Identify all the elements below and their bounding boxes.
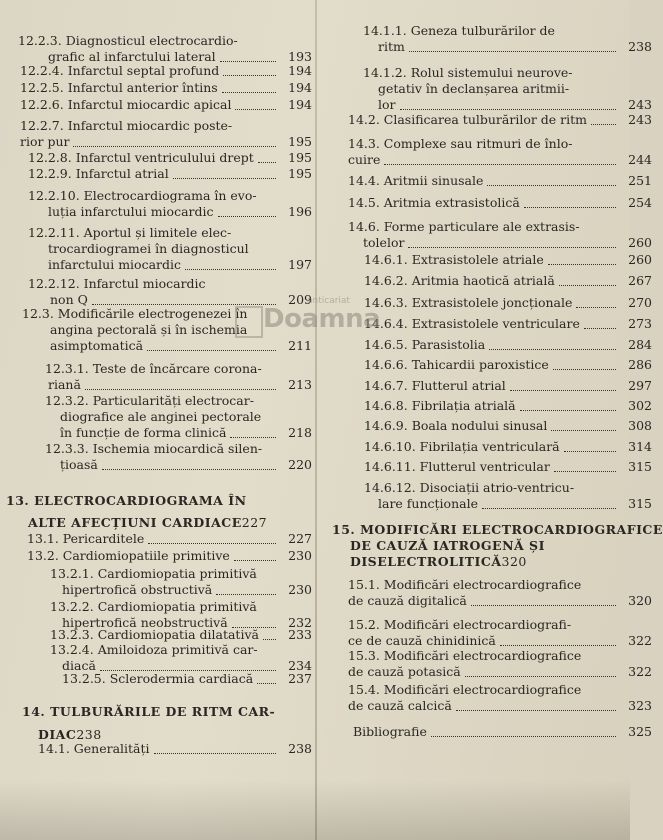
toc-page-number: 194	[288, 97, 312, 112]
toc-entry-text: DISELECTROLITICĂ	[350, 554, 502, 569]
toc-entry-line	[364, 378, 652, 394]
dot-leader	[482, 508, 616, 509]
toc-entry-text: ritm	[378, 39, 405, 54]
dot-leader	[92, 304, 276, 305]
toc-entry-text: DIAC	[38, 727, 77, 742]
toc-entry-text: 14.6.9. Boala nodului sinusal	[364, 418, 548, 433]
toc-entry-line	[28, 166, 312, 182]
dot-leader	[185, 269, 276, 270]
dot-leader	[73, 146, 276, 147]
dot-leader	[147, 350, 276, 351]
toc-page-number: 218	[288, 425, 312, 440]
toc-entry-text: 12.2.10. Electrocardiograma în evo-	[28, 188, 257, 203]
dot-leader	[216, 594, 276, 595]
toc-page-number: 284	[628, 337, 652, 352]
toc-entry-text: angina pectorală și în ischemia	[50, 322, 248, 337]
toc-entry-line	[62, 582, 312, 598]
dot-leader	[263, 639, 276, 640]
toc-entry-text: 13.2.2. Cardiomiopatia primitivă	[50, 599, 257, 614]
toc-entry-text: riană	[48, 377, 81, 392]
toc-entry-text: 12.2.6. Infarctul miocardic apical	[20, 97, 232, 112]
toc-page-number: 243	[628, 97, 652, 112]
toc-entry-text: 14.2. Clasificarea tulburărilor de ritm	[348, 112, 588, 127]
toc-page-number: 320	[501, 554, 527, 569]
toc-entry-line	[378, 39, 652, 55]
toc-page-number: 315	[628, 459, 652, 474]
toc-entry-line	[348, 173, 652, 189]
toc-entry-text: 12.3.3. Ischemia miocardică silen-	[45, 441, 263, 456]
watermark-text: Doamna	[263, 304, 381, 334]
toc-entry-line	[45, 441, 312, 457]
toc-page-number: 195	[288, 150, 312, 165]
toc-page-number: 254	[628, 195, 652, 210]
toc-entry-text: grafic al infarctului lateral	[48, 49, 216, 64]
dot-leader	[548, 264, 616, 265]
toc-entry-text: 12.2.8. Infarctul ventriculului drept	[28, 150, 254, 165]
toc-page-number: 251	[628, 173, 652, 188]
toc-entry-text: asimptomatică	[50, 338, 144, 353]
toc-page-number: 260	[628, 235, 652, 250]
toc-page-number: 195	[288, 134, 312, 149]
toc-entry-text: non Q	[50, 292, 88, 307]
toc-entry-line	[50, 627, 312, 643]
toc-entry-line	[348, 664, 652, 680]
dot-leader	[222, 92, 276, 93]
toc-page-number: 238	[628, 39, 652, 54]
toc-entry-line	[60, 425, 312, 441]
toc-entry-line	[364, 439, 652, 455]
toc-entry-text: 14.6.2. Aritmia haotică atrială	[364, 273, 555, 288]
dot-leader	[220, 61, 276, 62]
dot-leader	[471, 605, 616, 606]
toc-entry-text: 12.3.2. Particularități electrocar-	[45, 393, 254, 408]
dot-leader	[258, 162, 276, 163]
toc-entry-text: 14.6.3. Extrasistolele joncționale	[364, 295, 573, 310]
toc-entry-line	[20, 118, 312, 134]
toc-entry-line	[27, 548, 312, 564]
toc-page-number: 267	[628, 273, 652, 288]
toc-entry-line	[363, 235, 652, 251]
toc-page-number: 193	[288, 49, 312, 64]
dot-leader	[489, 349, 616, 350]
toc-entry-line	[364, 480, 652, 496]
toc-page-number: 234	[288, 658, 312, 673]
toc-entry-text: 15.1. Modificări electrocardiografice	[348, 577, 582, 592]
toc-page-number: 238	[288, 741, 312, 756]
toc-entry-text: 14.3. Complexe sau ritmuri de înlo-	[348, 136, 573, 151]
toc-entry-line	[364, 398, 652, 414]
toc-page-number: 237	[288, 671, 312, 686]
toc-entry-text: trocardiogramei în diagnosticul	[48, 241, 249, 256]
toc-entry-text: 14.6. Forme particulare ale extrasis-	[348, 219, 580, 234]
toc-page-number: 320	[628, 593, 652, 608]
toc-page-number: 314	[628, 439, 652, 454]
toc-entry-text: Bibliografie	[353, 724, 427, 739]
toc-page-number: 238	[76, 727, 102, 742]
toc-entry-text: 14.6.6. Tahicardii paroxistice	[364, 357, 549, 372]
toc-entry-line	[348, 682, 652, 698]
toc-page-number: 243	[628, 112, 652, 127]
toc-entry-line	[348, 698, 652, 714]
toc-entry-line	[6, 493, 312, 509]
toc-entry-text: în funcție de forma clinică	[60, 425, 227, 440]
toc-entry-line	[348, 112, 652, 128]
dot-leader	[576, 307, 616, 308]
toc-entry-text: 14.6.11. Flutterul ventricular	[364, 459, 550, 474]
toc-entry-line	[20, 63, 312, 79]
dot-leader	[148, 543, 276, 544]
toc-entry-line	[60, 409, 312, 425]
toc-entry-text: 14.5. Aritmia extrasistolică	[348, 195, 520, 210]
toc-entry-line	[18, 33, 312, 49]
toc-entry-text: 12.3. Modificările electrogenezei în	[22, 306, 248, 321]
toc-entry-text: 14.6.7. Flutterul atrial	[364, 378, 506, 393]
toc-entry-line	[348, 648, 652, 664]
toc-entry-text: cuire	[348, 152, 381, 167]
toc-entry-text: 12.2.12. Infarctul miocardic	[28, 276, 206, 291]
toc-entry-text: ALTE AFECȚIUNI CARDIACE	[28, 515, 242, 530]
toc-page-number: 270	[628, 295, 652, 310]
toc-page-number: 302	[628, 398, 652, 413]
toc-entry-line	[378, 81, 652, 97]
toc-entry-text: getativ în declanșarea aritmii-	[378, 81, 570, 96]
toc-entry-line	[363, 65, 652, 81]
toc-page-number: 244	[628, 152, 652, 167]
toc-entry-line	[38, 741, 312, 757]
dot-leader	[234, 560, 276, 561]
toc-entry-line	[62, 671, 312, 687]
toc-entry-line	[348, 136, 652, 152]
toc-page-number: 315	[628, 496, 652, 511]
dot-leader	[524, 207, 616, 208]
toc-page-number: 220	[288, 457, 312, 472]
toc-entry-text: 13.2.1. Cardiomiopatia primitivă	[50, 566, 257, 581]
dot-leader	[456, 710, 616, 711]
toc-entry-text: 12.2.9. Infarctul atrial	[28, 166, 169, 181]
toc-entry-text: infarctului miocardic	[48, 257, 182, 272]
toc-page-number: 232	[288, 615, 312, 630]
dot-leader	[559, 285, 616, 286]
toc-entry-text: diografice ale anginei pectorale	[60, 409, 262, 424]
toc-entry-text: ce de cauză chinidinică	[348, 633, 496, 648]
toc-entry-line	[50, 599, 312, 615]
toc-entry-line	[364, 357, 652, 373]
toc-entry-line	[378, 97, 652, 113]
toc-entry-line	[348, 593, 652, 609]
toc-entry-text: 14.1. Generalități	[38, 741, 150, 756]
toc-entry-line	[50, 322, 312, 338]
toc-entry-line	[48, 204, 312, 220]
toc-entry-line	[60, 457, 312, 473]
toc-entry-text: țioasă	[60, 457, 98, 472]
toc-entry-text: de cauză calcică	[348, 698, 452, 713]
toc-entry-line	[48, 241, 312, 257]
toc-entry-line	[48, 257, 312, 273]
toc-entry-line	[28, 225, 312, 241]
toc-entry-text: 12.2.5. Infarctul anterior întins	[20, 80, 218, 95]
toc-entry-line	[27, 531, 312, 547]
toc-entry-line	[28, 188, 312, 204]
toc-entry-text: 14.6.5. Parasistolia	[364, 337, 486, 352]
toc-entry-text: 14.6.4. Extrasistolele ventriculare	[364, 316, 580, 331]
toc-entry-line	[348, 617, 652, 633]
toc-entry-text: lare funcționale	[378, 496, 478, 511]
toc-page-number: 227	[241, 515, 268, 530]
toc-page-number: 325	[628, 724, 652, 739]
toc-entry-text: 14.6.10. Fibrilația ventriculară	[364, 439, 560, 454]
toc-entry-line	[48, 377, 312, 393]
toc-entry-text: 14.1.1. Geneza tulburărilor de	[363, 23, 555, 38]
toc-page-number: 227	[288, 531, 312, 546]
toc-entry-line	[363, 23, 652, 39]
dot-leader	[584, 328, 616, 329]
column-divider	[315, 0, 317, 840]
toc-entry-text: tolelor	[363, 235, 405, 250]
toc-entry-text: 12.2.7. Infarctul miocardic poste-	[20, 118, 233, 133]
dot-leader	[218, 216, 277, 217]
toc-entry-line	[353, 724, 652, 740]
toc-entry-text: 13.2. Cardiomiopatiile primitive	[27, 548, 230, 563]
toc-entry-text: 15.4. Modificări electrocardiografice	[348, 682, 582, 697]
toc-page-number: 286	[628, 357, 652, 372]
page-shadow	[0, 780, 630, 840]
toc-entry-text: 14.4. Aritmii sinusale	[348, 173, 484, 188]
toc-entry-line	[364, 295, 652, 311]
toc-entry-line	[364, 459, 652, 475]
toc-entry-line	[50, 566, 312, 582]
toc-entry-line	[28, 515, 312, 531]
toc-entry-text: 13. ELECTROCARDIOGRAMA ÎN	[6, 493, 247, 508]
toc-page-number: 260	[628, 252, 652, 267]
toc-page-number: 273	[628, 316, 652, 331]
toc-entry-text: 12.2.3. Diagnosticul electrocardio-	[18, 33, 238, 48]
dot-leader	[431, 736, 616, 737]
dot-leader	[465, 676, 616, 677]
toc-entry-text: 14.6.12. Disociații atrio-ventricu-	[364, 480, 575, 495]
toc-entry-line	[364, 252, 652, 268]
dot-leader	[408, 247, 616, 248]
toc-entry-text: 14. TULBURĂRILE DE RITM CAR-	[22, 704, 276, 719]
toc-page-number: 297	[628, 378, 652, 393]
toc-entry-line	[20, 134, 312, 150]
dot-leader	[591, 124, 616, 125]
toc-entry-text: 15. MODIFICĂRI ELECTROCARDIOGRAFICE	[332, 522, 663, 537]
dot-leader	[257, 683, 276, 684]
toc-entry-text: diacă	[62, 658, 96, 673]
toc-entry-text: hipertrofică obstructivă	[62, 582, 213, 597]
dot-leader	[400, 109, 617, 110]
dot-leader	[173, 178, 276, 179]
toc-entry-line	[350, 554, 652, 570]
toc-entry-text: 14.6.1. Extrasistolele atriale	[364, 252, 544, 267]
toc-page-number: 230	[288, 548, 312, 563]
toc-page-number: 195	[288, 166, 312, 181]
dot-leader	[553, 369, 616, 370]
toc-entry-line	[50, 642, 312, 658]
toc-page-number: 213	[288, 377, 312, 392]
toc-entry-line	[364, 418, 652, 434]
toc-entry-line	[348, 633, 652, 649]
dot-leader	[154, 753, 276, 754]
dot-leader	[235, 109, 276, 110]
toc-entry-line	[20, 80, 312, 96]
toc-entry-line	[50, 338, 312, 354]
dot-leader	[223, 75, 276, 76]
toc-page-number: 323	[628, 698, 652, 713]
toc-entry-line	[348, 195, 652, 211]
toc-entry-line	[364, 316, 652, 332]
toc-entry-line	[350, 538, 652, 554]
toc-entry-text: 14.6.8. Fibrilația atrială	[364, 398, 516, 413]
dot-leader	[487, 185, 616, 186]
toc-page-number: 233	[288, 627, 312, 642]
toc-entry-text: 15.2. Modificări electrocardiografi-	[348, 617, 572, 632]
toc-entry-text: 13.2.4. Amiloidoza primitivă car-	[50, 642, 258, 657]
toc-page-number: 197	[288, 257, 312, 272]
toc-page-number: 209	[288, 292, 312, 307]
toc-entry-line	[364, 273, 652, 289]
toc-entry-line	[45, 393, 312, 409]
toc-entry-text: de cauză potasică	[348, 664, 461, 679]
toc-entry-line	[348, 577, 652, 593]
toc-entry-line	[20, 97, 312, 113]
toc-page-number: 230	[288, 582, 312, 597]
toc-entry-line	[378, 496, 652, 512]
toc-entry-text: 12.2.4. Infarctul septal profund	[20, 63, 220, 78]
toc-entry-text: rior pur	[20, 134, 70, 149]
toc-entry-line	[364, 337, 652, 353]
toc-entry-line	[28, 150, 312, 166]
toc-entry-text: 13.2.5. Sclerodermia cardiacă	[62, 671, 254, 686]
dot-leader	[520, 410, 616, 411]
toc-entry-line	[22, 306, 312, 322]
dot-leader	[564, 451, 616, 452]
toc-entry-text: 15.3. Modificări electrocardiografice	[348, 648, 582, 663]
dot-leader	[102, 469, 276, 470]
toc-entry-line	[348, 152, 652, 168]
toc-page-number: 194	[288, 80, 312, 95]
watermark-small-text: anticariat	[307, 296, 350, 306]
toc-entry-line	[45, 361, 312, 377]
dot-leader	[500, 645, 616, 646]
dot-leader	[230, 437, 276, 438]
dot-leader	[551, 430, 616, 431]
toc-entry-text: hipertrofică neobstructivă	[62, 615, 228, 630]
toc-page-number: 194	[288, 63, 312, 78]
toc-entry-text: DE CAUZĂ IATROGENĂ ȘI	[350, 538, 545, 553]
dot-leader	[85, 389, 276, 390]
toc-entry-line	[332, 522, 663, 538]
toc-page-number: 322	[628, 633, 652, 648]
toc-entry-text: luția infarctului miocardic	[48, 204, 214, 219]
toc-page-number: 308	[628, 418, 652, 433]
dot-leader	[510, 390, 616, 391]
toc-entry-line	[22, 704, 312, 720]
dot-leader	[554, 471, 616, 472]
toc-page-number: 322	[628, 664, 652, 679]
dot-leader	[384, 164, 616, 165]
toc-entry-text: 13.1. Pericarditele	[27, 531, 145, 546]
toc-entry-text: 14.1.2. Rolul sistemului neurove-	[363, 65, 573, 80]
toc-entry-text: lor	[378, 97, 396, 112]
dot-leader	[409, 51, 616, 52]
toc-entry-text: 12.3.1. Teste de încărcare corona-	[45, 361, 262, 376]
toc-page-number: 196	[288, 204, 312, 219]
toc-entry-line	[28, 276, 312, 292]
toc-entry-text: de cauză digitalică	[348, 593, 467, 608]
toc-page-number: 211	[288, 338, 312, 353]
toc-entry-text: 13.2.3. Cardiomiopatia dilatativă	[50, 627, 259, 642]
toc-entry-text: 12.2.11. Aportul și limitele elec-	[28, 225, 232, 240]
toc-entry-line	[348, 219, 652, 235]
